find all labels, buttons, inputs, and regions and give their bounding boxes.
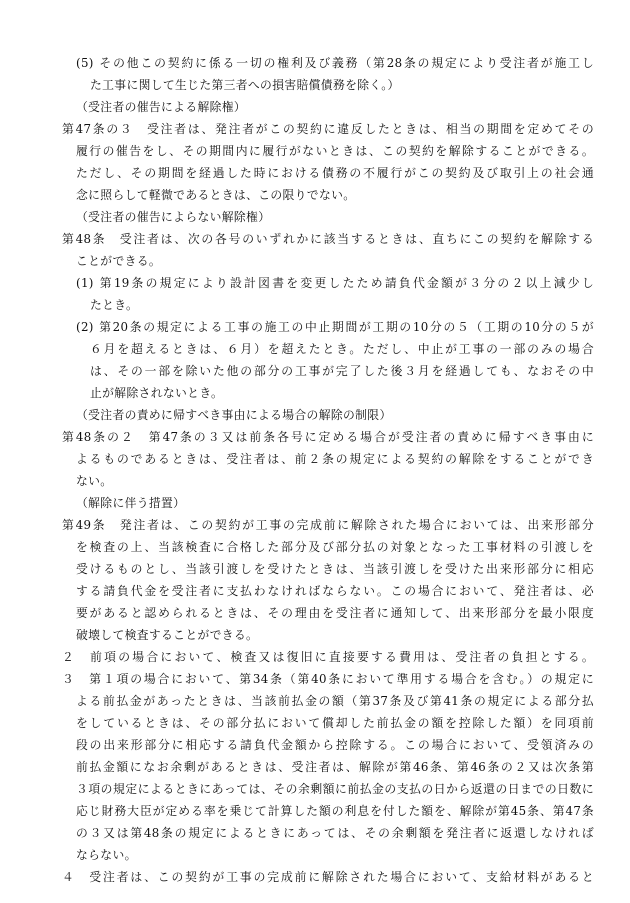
article-49-line-3: 受けるものとし、当該引渡しを受けたときは、当該引渡しを受けた出来形部分に相応 bbox=[76, 562, 594, 576]
article-48-2-line-3: ない。 bbox=[76, 474, 113, 488]
article-48-2-line-1: 第48条の２ 第47条の３又は前条各号に定める場合が受注者の責めに帰すべき事由に bbox=[62, 430, 594, 444]
article-49-line-4: する請負代金を受注者に支払わなければならない。この場合において、発注者は、必 bbox=[76, 584, 594, 598]
paragraph-3-line-2: よる前払金があったときは、当該前払金の額（第37条及び第41条の規定による部分払 bbox=[76, 694, 594, 708]
item-1-line-2: たとき。 bbox=[90, 298, 139, 312]
heading-48-2: （受注者の責めに帰すべき事由による場合の解除の制限） bbox=[76, 408, 392, 422]
paragraph-3-line-8: の３又は第48条の規定によるときにあっては、その余剰額を発注者に返還しなければ bbox=[76, 826, 594, 840]
article-47-3-line-4: 念に照らして軽微であるときは、この限りでない。 bbox=[76, 188, 356, 202]
item-2-line-3: は、その一部を除いた他の部分の工事が完了した後３月を経過しても、なおその中 bbox=[90, 364, 594, 378]
heading-47-3: （受注者の催告による解除権） bbox=[76, 100, 247, 114]
paragraph-3-line-3: をしているときは、その部分払において償却した前払金の額を控除した額）を同項前 bbox=[76, 716, 594, 730]
paragraph-3-line-5: 前払金額になお余剰があるときは、受注者は、解除が第46条、第46条の２又は次条第 bbox=[76, 760, 594, 774]
article-49-line-1: 第49条 発注者は、この契約が工事の完成前に解除された場合においては、出来形部分 bbox=[62, 518, 594, 532]
article-48-2-line-2: よるものであるときは、受注者は、前２条の規定による契約の解除をすることができ bbox=[76, 452, 594, 466]
heading-49: （解除に伴う措置） bbox=[76, 496, 186, 510]
article-49-line-2: を検査の上、当該検査に合格した部分及び部分払の対象となった工事材料の引渡しを bbox=[76, 540, 594, 554]
article-47-3-line-2: 履行の催告をし、その期間内に履行がないときは、この契約を解除することができる。 bbox=[76, 144, 594, 158]
article-49-line-6: 破壊して検査することができる。 bbox=[76, 628, 259, 642]
item-5-line-1: (5) その他この契約に係る一切の権利及び義務（第28条の規定により受注者が施工し bbox=[76, 56, 594, 70]
article-47-3-line-3: ただし、その期間を経過した時における債務の不履行がこの契約及び取引上の社会通 bbox=[76, 166, 594, 180]
article-47-3-line-1: 第47条の３ 受注者は、発注者がこの契約に違反したときは、相当の期間を定めてその bbox=[62, 122, 594, 136]
item-2-line-2: ６月を超えるときは、６月）を超えたとき。ただし、中止が工事の一部のみの場合 bbox=[90, 342, 594, 356]
paragraph-3-line-7: 応じ財務大臣が定める率を乗じて計算した額の利息を付した額を、解除が第45条、第47条 bbox=[76, 804, 594, 818]
item-2-line-4: 止が解除されないとき。 bbox=[90, 386, 224, 400]
heading-48: （受注者の催告によらない解除権） bbox=[76, 210, 271, 224]
article-49-line-5: 要があると認められるときは、その理由を受注者に通知して、出来形部分を最小限度 bbox=[76, 606, 594, 620]
paragraph-3-line-1: ３ 第１項の場合において、第34条（第40条において準用する場合を含む。）の規定に bbox=[62, 672, 594, 686]
item-2-line-1: (2) 第20条の規定による工事の施工の中止期間が工期の10分の５（工期の10分の５が bbox=[76, 320, 594, 334]
article-48-line-2: ことができる。 bbox=[76, 254, 162, 268]
article-48-line-1: 第48条 受注者は、次の各号のいずれかに該当するときは、直ちにこの契約を解除する bbox=[62, 232, 594, 246]
paragraph-3-line-6: ３項の規定によるときにあっては、その余剰額に前払金の支払の日から返還の日までの日数に bbox=[76, 782, 594, 796]
paragraph-2-line-1: ２ 前項の場合において、検査又は復旧に直接要する費用は、受注者の負担とする。 bbox=[62, 650, 594, 664]
item-5-line-2: た工事に関して生じた第三者への損害賠償債務を除く。） bbox=[90, 78, 400, 92]
paragraph-3-line-9: ならない。 bbox=[76, 848, 137, 862]
paragraph-3-line-4: 段の出来形部分に相応する請負代金額から控除する。この場合において、受領済みの bbox=[76, 738, 594, 752]
item-1-line-1: (1) 第19条の規定により設計図書を変更したため請負代金額が３分の２以上減少し bbox=[76, 276, 594, 290]
paragraph-4-line-1: ４ 受注者は、この契約が工事の完成前に解除された場合において、支給材料があると bbox=[62, 870, 594, 884]
